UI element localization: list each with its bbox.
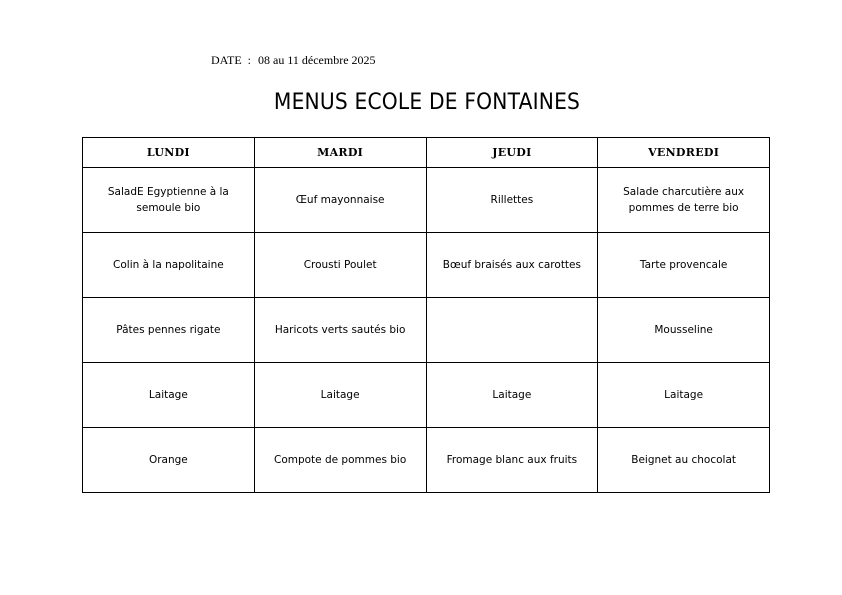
- menu-cell: Laitage: [426, 363, 598, 428]
- menu-cell: Rillettes: [426, 168, 598, 233]
- menu-cell: Colin à la napolitaine: [83, 233, 255, 298]
- day-header-thursday: JEUDI: [426, 138, 598, 168]
- menu-cell: SaladE Egyptienne à la semoule bio: [83, 168, 255, 233]
- table-row-side: [83, 298, 770, 363]
- menu-cell: Crousti Poulet: [254, 233, 426, 298]
- menu-cell: Laitage: [254, 363, 426, 428]
- date-label: DATE: [211, 53, 242, 67]
- day-header-friday: VENDREDI: [598, 138, 770, 168]
- menu-cell: Beignet au chocolat: [598, 428, 770, 493]
- menu-cell: Laitage: [598, 363, 770, 428]
- menu-table: [82, 137, 770, 493]
- menu-cell: Laitage: [83, 363, 255, 428]
- menu-cell: Haricots verts sautés bio: [254, 298, 426, 363]
- menu-cell: Compote de pommes bio: [254, 428, 426, 493]
- menu-cell: Pâtes pennes rigate: [83, 298, 255, 363]
- date-value: 08 au 11 décembre 2025: [258, 53, 376, 67]
- day-header-tuesday: MARDI: [254, 138, 426, 168]
- table-row-starter: [83, 168, 770, 233]
- menu-cell: [426, 298, 598, 363]
- date-line: [211, 53, 376, 68]
- menu-cell: Tarte provencale: [598, 233, 770, 298]
- menu-cell: Fromage blanc aux fruits: [426, 428, 598, 493]
- menu-cell: Salade charcutière aux pommes de terre bio: [598, 168, 770, 233]
- date-separator: :: [247, 53, 252, 67]
- table-row-dairy: [83, 363, 770, 428]
- header-row: [83, 138, 770, 168]
- menu-cell: Œuf mayonnaise: [254, 168, 426, 233]
- menu-cell: Orange: [83, 428, 255, 493]
- table-row-dessert: [83, 428, 770, 493]
- day-header-monday: LUNDI: [83, 138, 255, 168]
- table-row-main: [83, 233, 770, 298]
- page-title: MENUS ECOLE DE FONTAINES: [273, 90, 581, 115]
- menu-cell: Bœuf braisés aux carottes: [426, 233, 598, 298]
- menu-cell: Mousseline: [598, 298, 770, 363]
